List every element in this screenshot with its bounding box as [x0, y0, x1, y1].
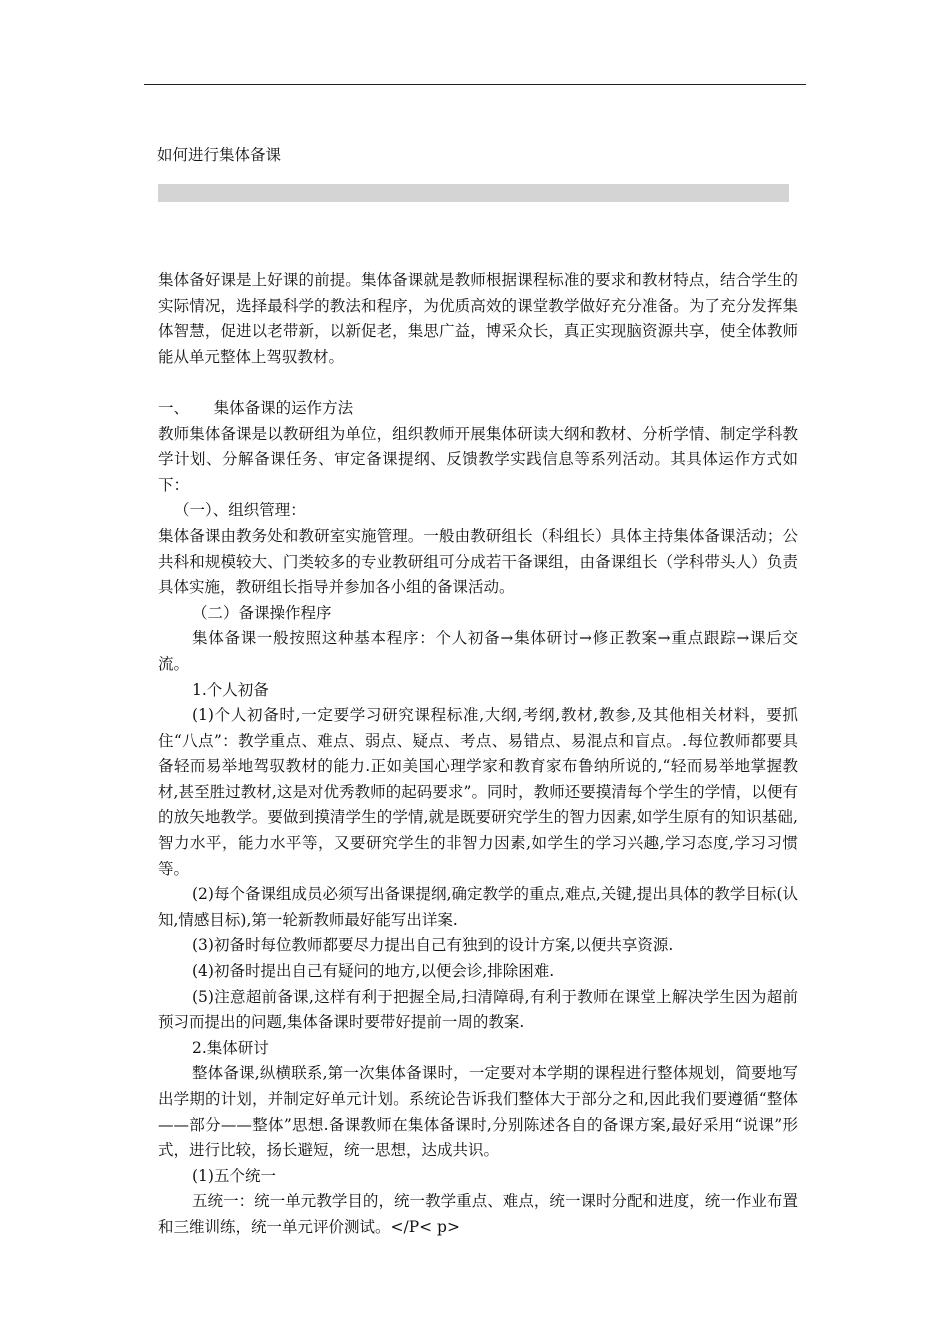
subsection-paragraph-procedure: 集体备课一般按照这种基本程序：个人初备→集体研讨→修正教案→重点跟踪→课后交流。 [158, 629, 798, 673]
subsection-heading-procedure: （二）备课操作程序 [192, 603, 332, 622]
step-paragraph: (2)每个备课组成员必须写出备课提纲,确定教学的重点,难点,关键,提出具体的教学目标(认知,情感目标),第一轮新教师最好能写出详案. [158, 885, 798, 929]
section-paragraph: 教师集体备课是以教研组为单位，组织教师开展集体研读大纲和教材、分析学情、制定学科教学计划、分解备课任务、审定备课提纲、反馈教学实践信息等系列活动。其具体运作方式如下： [158, 424, 798, 494]
step-paragraph: (1)个人初备时,一定要学习研究课程标准,大纲,考纲,教材,教参,及其他相关材料，要抓住“八点”：教学重点、难点、弱点、疑点、考点、易错点、易混点和盲点。.每位教师都要具备轻而易举地驾驭教材的能力.正如美国心理学家和教育家布鲁纳所说的,“轻而易举地掌握教材,甚至胜过教材,这是对优秀教师的起码要求”。同时，教师还要摸清每个学生的学情，以便有的放矢地教学。要做到摸清学生的学情,就是既要研究学生的智力因素,如学生原有的知识基础,智力水平，能力水平等，又要研究学生的非智力因素,如学生的学习兴趣,学习态度,学习习惯等。 [158, 706, 798, 878]
gray-banner [158, 184, 789, 202]
section-heading: 一、 集体备课的运作方法 [158, 398, 354, 417]
intro-paragraph: 集体备好课是上好课的前提。集体备课就是教师根据课程标准的要求和教材特点，结合学生的实际情况，选择最科学的教法和程序，为优质高效的课堂教学做好充分准备。为了充分发挥集体智慧，促进以老带新，以新促老，集思广益，博采众长，真正实现脑资源共享，使全体教师能从单元整体上驾驭教材。 [158, 271, 798, 366]
step-paragraph: (4)初备时提出自己有疑问的地方,以便会诊,排除困难. [192, 962, 555, 981]
step-paragraph: 整体备课,纵横联系,第一次集体备课时，一定要对本学期的课程进行整体规划，简要地写出学期的计划，并制定好单元计划。系统论告诉我们整体大于部分之和,因此我们要遵循“整体——部分——整体”思想.备课教师在集体备课时,分别陈述各自的备课方案,最好采用“说课”形式，进行比较，扬长避短，统一思想，达成共识。 [158, 1064, 798, 1160]
step-paragraph: 五统一：统一单元教学目的，统一教学重点、难点，统一课时分配和进度，统一作业布置和三维训练，统一单元评价测试。</P< p> [158, 1192, 798, 1236]
document-body [158, 268, 798, 1241]
step-heading-individual: 1.个人初备 [192, 680, 269, 699]
step-heading-discussion: 2.集体研讨 [192, 1038, 269, 1057]
header-rule [144, 84, 806, 85]
step-subheading: (1)五个统一 [192, 1166, 276, 1185]
step-paragraph: (5)注意超前备课,这样有利于把握全局,扫清障碍,有利于教师在课堂上解决学生因为超前预习而提出的问题,集体备课时要带好提前一周的教案. [158, 987, 798, 1032]
subsection-paragraph-organization: 集体备课由教务处和教研室实施管理。一般由教研组长（科组长）具体主持集体备课活动；公共科和规模较大、门类较多的专业教研组可分成若干备课组，由备课组长（学科带头人）负责具体实施，教研组长指导并参加各小组的备课活动。 [158, 526, 798, 597]
document-title: 如何进行集体备课 [157, 146, 282, 164]
step-paragraph: (3)初备时每位教师都要尽力提出自己有独到的设计方案,以便共享资源. [192, 936, 674, 955]
subsection-heading-organization: （一）、组织管理： [174, 501, 306, 520]
spacer [158, 370, 798, 396]
